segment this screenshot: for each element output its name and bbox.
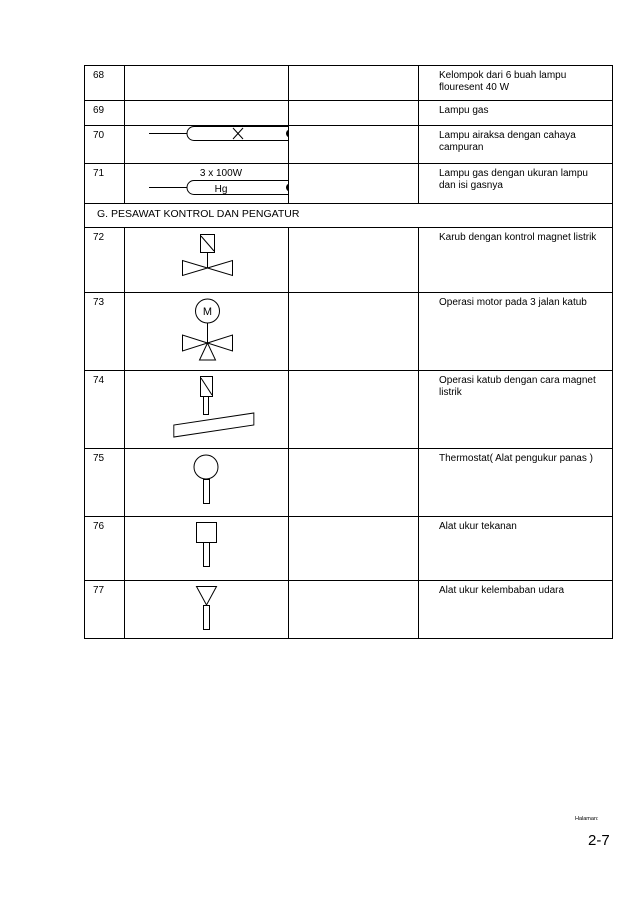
blank-cell (289, 101, 419, 126)
thermostat-icon (125, 449, 289, 516)
row-description: Kelompok dari 6 buah lampu flouresent 40 W (439, 70, 567, 93)
row-description: Lampu gas (439, 105, 489, 116)
symbol-cell (125, 517, 289, 581)
blank-cell (289, 66, 419, 101)
solenoid-valve-icon (125, 228, 289, 292)
row-number: 77 (85, 581, 125, 639)
section-title: G. PESAWAT KONTROL DAN PENGATUR (85, 204, 613, 228)
symbol-cell (125, 126, 289, 164)
blank-cell (289, 164, 419, 204)
row-description: Lampu gas dengan ukuran lampu dan isi gasnya (439, 168, 588, 191)
row-description: Lampu airaksa dengan cahaya campuran (439, 130, 576, 153)
symbol-cell (125, 449, 289, 517)
table-row (85, 581, 613, 639)
symbol-cell (125, 371, 289, 449)
motor-label: M (202, 306, 213, 318)
blank-cell (289, 371, 419, 449)
table-row (85, 164, 613, 204)
lamp-rating-label: 3 x 100W (199, 168, 243, 179)
table-row (85, 293, 613, 371)
row-number: 69 (85, 101, 125, 126)
row-number: 71 (85, 164, 125, 204)
row-description: Operasi motor pada 3 jalan katub (439, 297, 587, 308)
table-row (85, 228, 613, 293)
row-description: Operasi katub dengan cara magnet listrik (439, 375, 596, 398)
humidity-gauge-icon (125, 581, 289, 638)
row-description: Alat ukur kelembaban udara (439, 585, 565, 596)
blank-cell (289, 126, 419, 164)
symbol-cell (125, 101, 289, 126)
blank-cell (289, 293, 419, 371)
pressure-gauge-icon (125, 517, 289, 580)
row-number: 70 (85, 126, 125, 164)
row-description: Thermostat( Alat pengukur panas ) (439, 453, 593, 464)
row-number: 74 (85, 371, 125, 449)
section-row (85, 204, 613, 228)
symbol-cell (125, 293, 289, 371)
table-row (85, 101, 613, 126)
blank-cell (289, 228, 419, 293)
motor-3way-valve-icon (125, 293, 289, 370)
symbol-cell (125, 228, 289, 293)
symbol-cell (125, 66, 289, 101)
solenoid-operated-valve-icon (125, 371, 289, 448)
row-number: 73 (85, 293, 125, 371)
blank-cell (289, 449, 419, 517)
row-description: Alat ukur tekanan (439, 521, 517, 532)
gas-lamp-rated-icon (125, 164, 289, 203)
symbol-cell (125, 581, 289, 639)
row-description: Karub dengan kontrol magnet listrik (439, 232, 597, 243)
table-row (85, 517, 613, 581)
symbol-table (84, 65, 613, 639)
blank-cell (289, 517, 419, 581)
page-number: 2-7 (588, 832, 610, 849)
symbol-cell (125, 164, 289, 204)
table-row (85, 371, 613, 449)
gas-type-label: Hg (214, 184, 228, 195)
table-row (85, 126, 613, 164)
row-number: 75 (85, 449, 125, 517)
page-label: Halaman: (575, 816, 599, 822)
table-row (85, 449, 613, 517)
table-row (85, 66, 613, 101)
row-number: 72 (85, 228, 125, 293)
row-number: 76 (85, 517, 125, 581)
blank-cell (289, 581, 419, 639)
row-number: 68 (85, 66, 125, 101)
lamp-mixed-light-icon (125, 126, 289, 163)
